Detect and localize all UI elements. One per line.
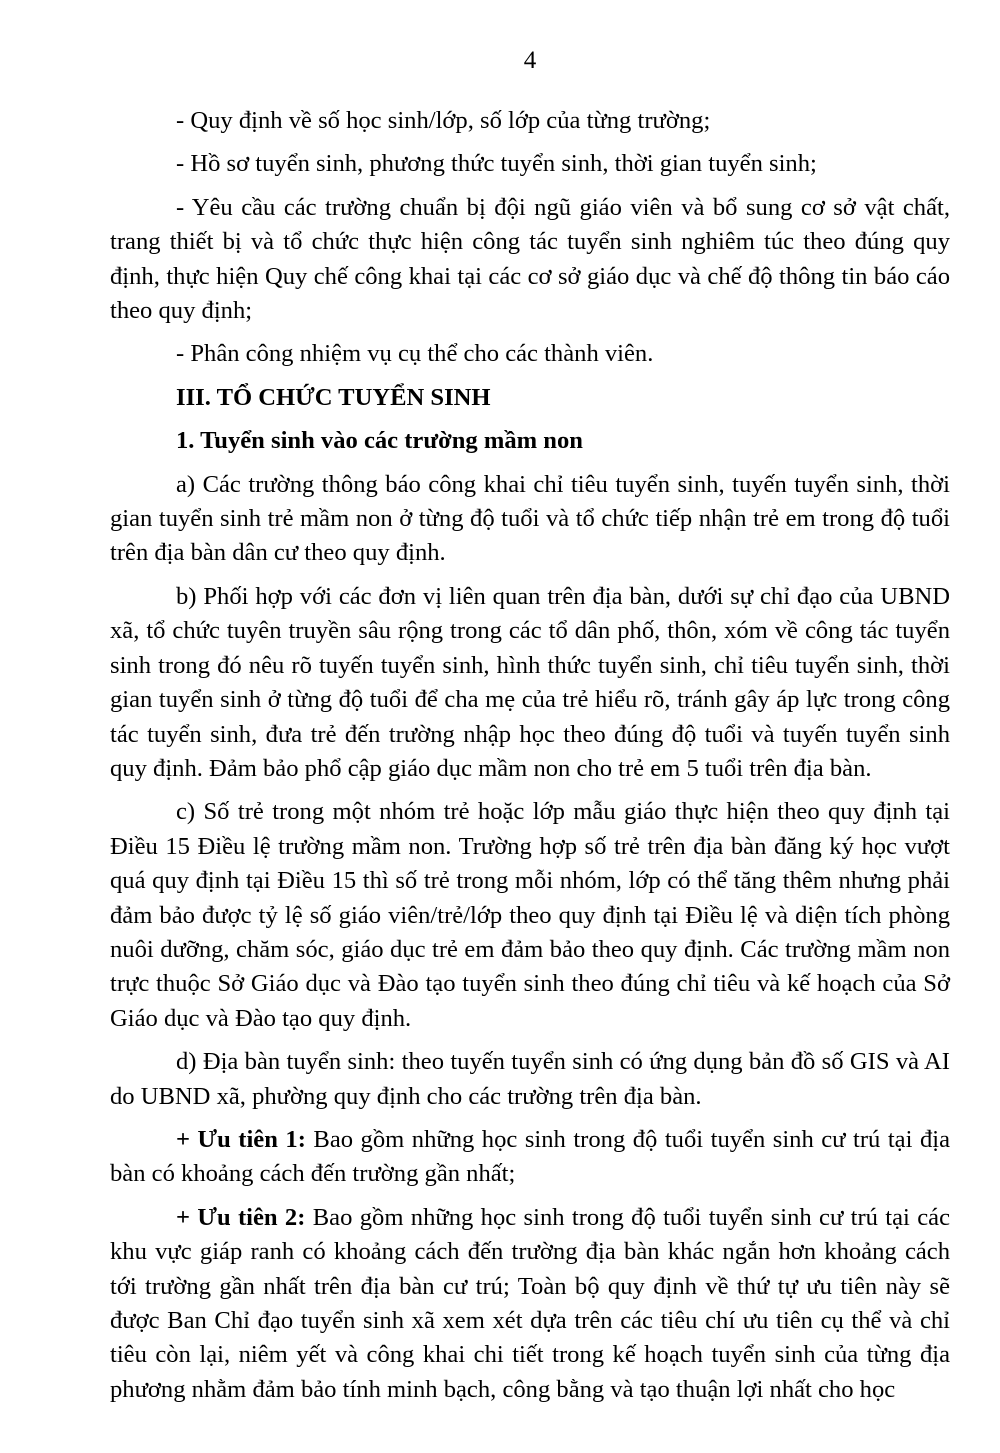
subsection-heading: 1. Tuyển sinh vào các trường mầm non [176, 427, 583, 455]
paragraph-a: a) Các trường thông báo công khai chỉ tiêu tuyển sinh, tuyến tuyển sinh, thời gian tuyển sinh trẻ mầm non ở từng độ tuổi và tổ chức tiếp nhận trẻ em trong độ tuổi trên địa bàn dân cư theo quy định. [110, 470, 950, 567]
priority-2-text: Bao gồm những học sinh trong độ tuổi tuyển sinh cư trú tại các khu vực giáp ranh có khoảng cách đến trường địa bàn khác ngắn hơn khoảng cách tới trường gần nhất trên địa bàn cư trú; Toàn bộ quy định về thứ tự ưu tiên này sẽ được Ban Chỉ đạo tuyển sinh xã xem xét dựa trên các tiêu chí ưu tiên cụ thể và chỉ tiêu còn lại, niêm yết và công khai chi tiết trong kế hoạch tuyển sinh của từng địa phương nhằm đảm bảo tính minh bạch, công bằng và tạo thuận lợi nhất cho học [110, 1203, 950, 1403]
priority-1-text: Bao gồm những học sinh trong độ tuổi tuyển sinh cư trú tại địa bàn có khoảng cách đến trường gần nhất; [110, 1125, 950, 1188]
priority-1-paragraph [110, 1123, 950, 1192]
paragraph-b: b) Phối hợp với các đơn vị liên quan trên địa bàn, dưới sự chỉ đạo của UBND xã, tổ chức tuyên truyền sâu rộng trong các tổ dân phố, thôn, xóm về công tác tuyển sinh trong đó nêu rõ tuyến tuyển sinh, hình thức tuyển sinh, chỉ tiêu tuyển sinh, thời gian tuyển sinh ở từng độ tuổi để cha mẹ của trẻ hiểu rõ, tránh gây áp lực trong công tác tuyển sinh, đưa trẻ đến trường nhập học theo đúng độ tuổi và tuyến tuyển sinh quy định. Đảm bảo phổ cập giáo dục mầm non cho trẻ em 5 tuổi trên địa bàn. [110, 582, 950, 782]
paragraph-school-requirements: - Yêu cầu các trường chuẩn bị đội ngũ giáo viên và bổ sung cơ sở vật chất, trang thiết bị và tổ chức thực hiện công tác tuyển sinh nghiêm túc theo đúng quy định, thực hiện Quy chế công khai tại các cơ sở giáo dục và chế độ thông tin báo cáo theo quy định; [110, 193, 950, 325]
paragraph-class-size: - Quy định về số học sinh/lớp, số lớp của từng trường; [176, 107, 711, 134]
priority-2-paragraph [110, 1201, 950, 1407]
paragraph-d: d) Địa bàn tuyển sinh: theo tuyến tuyển sinh có ứng dụng bản đồ số GIS và AI do UBND xã, phường quy định cho các trường trên địa bàn. [110, 1048, 950, 1110]
paragraph-admission-dossier: - Hồ sơ tuyển sinh, phương thức tuyển sinh, thời gian tuyển sinh; [176, 150, 817, 178]
paragraph-assign-tasks: - Phân công nhiệm vụ cụ thể cho các thành viên. [176, 340, 654, 368]
paragraph-c: c) Số trẻ trong một nhóm trẻ hoặc lớp mẫu giáo thực hiện theo quy định tại Điều 15 Điều lệ trường mầm non. Trường hợp số trẻ trên địa bàn đăng ký học vượt quá quy định tại Điều 15 thì số trẻ trong mỗi nhóm, lớp có thể tăng thêm nhưng phải đảm bảo được tỷ lệ số giáo viên/trẻ/lớp theo quy định tại Điều lệ và diện tích phòng nuôi dưỡng, chăm sóc, giáo dục trẻ em đảm bảo theo quy định. Các trường mầm non trực thuộc Sở Giáo dục và Đào tạo tuyển sinh theo đúng chỉ tiêu và kế hoạch của Sở Giáo dục và Đào tạo quy định. [110, 798, 950, 1032]
document-body [110, 104, 950, 1407]
priority-2-label: + Ưu tiên 2: [176, 1203, 306, 1231]
page-number: 4 [523, 47, 537, 74]
priority-1-label: + Ưu tiên 1: [176, 1125, 306, 1153]
section-heading: III. TỔ CHỨC TUYỂN SINH [176, 383, 491, 411]
